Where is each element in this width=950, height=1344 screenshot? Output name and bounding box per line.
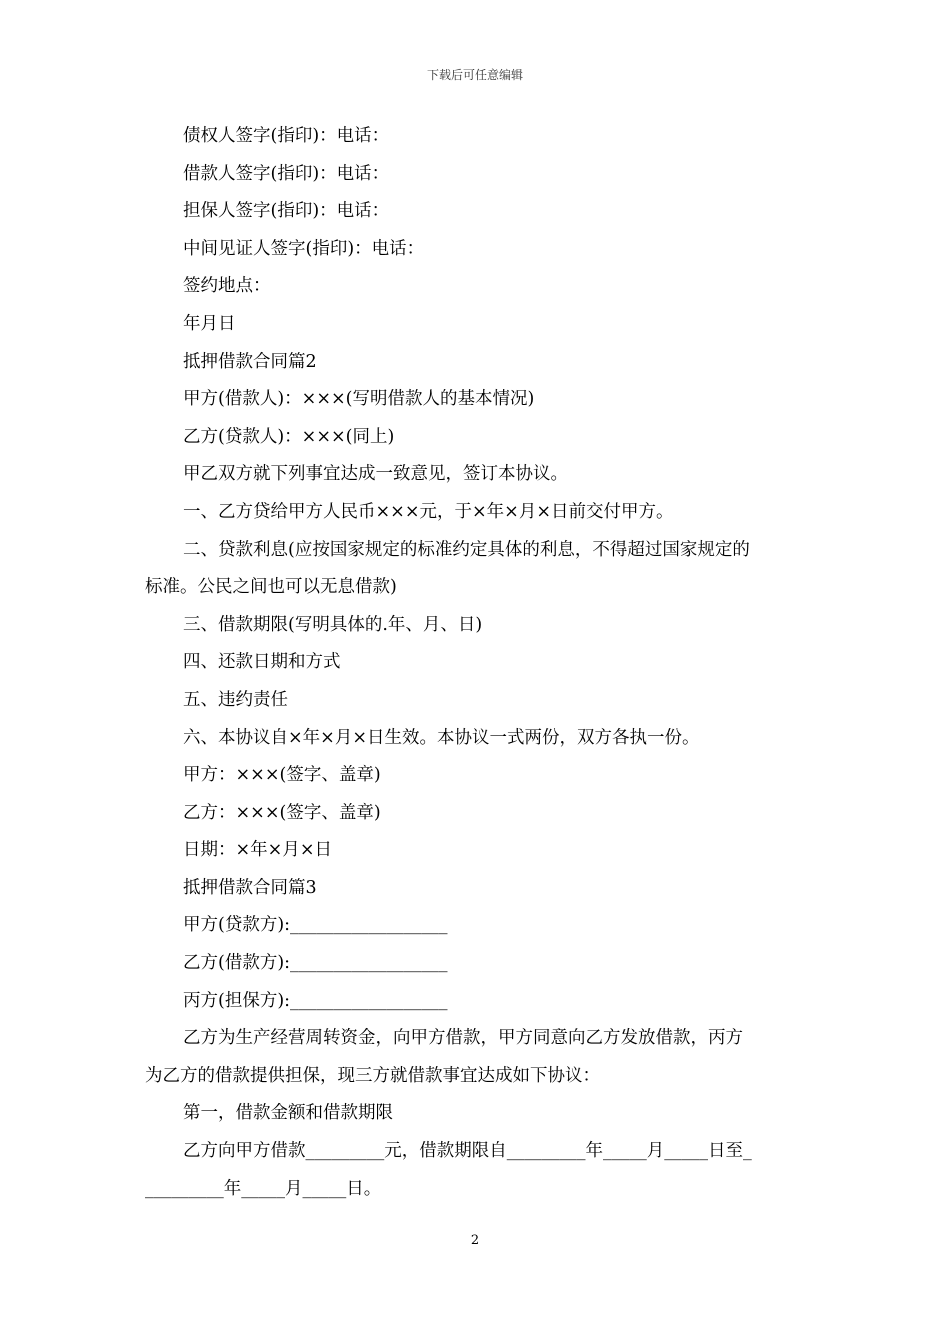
- party-a-line: 甲方(借款人)：×××(写明借款人的基本情况): [183, 389, 535, 410]
- clause-6-line: 六、本协议自×年×月×日生效。本协议一式两份，双方各执一份。: [183, 727, 700, 748]
- purpose-line: 乙方为生产经营周转资金，向甲方借款，甲方同意向乙方发放借款，丙方: [183, 1028, 743, 1049]
- signature-creditor-line: 债权人签字(指印)：电话：: [183, 126, 390, 146]
- agreement-intro-line: 甲乙双方就下列事宜达成一致意见，签订本协议。: [183, 464, 568, 485]
- signing-place-line: 签约地点：: [183, 276, 271, 297]
- borrower-field-line: 乙方(借款方):__________________: [183, 953, 448, 974]
- purpose-continuation: 为乙方的借款提供担保，现三方就借款事宜达成如下协议：: [145, 1065, 600, 1086]
- clause-3-line: 三、借款期限(写明具体的.年、月、日): [183, 614, 483, 635]
- signature-witness-line: 中间见证人签字(指印)：电话：: [183, 238, 425, 259]
- section-title-2: 抵押借款合同篇2: [183, 351, 317, 372]
- guarantor-field-line: 丙方(担保方):__________________: [183, 990, 448, 1011]
- article-1-title: 第一，借款金额和借款期限: [183, 1103, 393, 1124]
- clause-4-line: 四、还款日期和方式: [183, 652, 341, 673]
- signing-date-line: 日期：×年×月×日: [183, 840, 332, 861]
- clause-1-line: 一、乙方贷给甲方人民币×××元，于×年×月×日前交付甲方。: [183, 501, 674, 522]
- clause-2-line: 二、贷款利息(应按国家规定的标准约定具体的利息，不得超过国家规定的: [183, 539, 750, 560]
- lender-field-line: 甲方(贷款方):__________________: [183, 915, 448, 936]
- page-number: 2: [470, 1233, 480, 1248]
- signature-guarantor-line: 担保人签字(指印)：电话：: [183, 201, 390, 222]
- date-line: 年月日: [183, 313, 236, 334]
- page-header: 下载后可任意编辑: [426, 68, 523, 82]
- loan-amount-line: 乙方向甲方借款_________元，借款期限自_________年_____月_____日至_: [183, 1141, 752, 1162]
- signature-borrower-line: 借款人签字(指印)：电话：: [183, 163, 390, 184]
- party-b-line: 乙方(贷款人)：×××(同上): [183, 426, 395, 447]
- party-a-signature-line: 甲方：×××(签字、盖章): [183, 765, 381, 786]
- loan-term-continuation: _________年_____月_____日。: [145, 1178, 382, 1199]
- clause-5-line: 五、违约责任: [183, 689, 288, 710]
- party-b-signature-line: 乙方：×××(签字、盖章): [183, 802, 381, 823]
- section-title-3: 抵押借款合同篇3: [183, 877, 317, 898]
- document-body: [145, 118, 810, 1208]
- clause-2-continuation: 标准。公民之间也可以无息借款): [145, 577, 397, 598]
